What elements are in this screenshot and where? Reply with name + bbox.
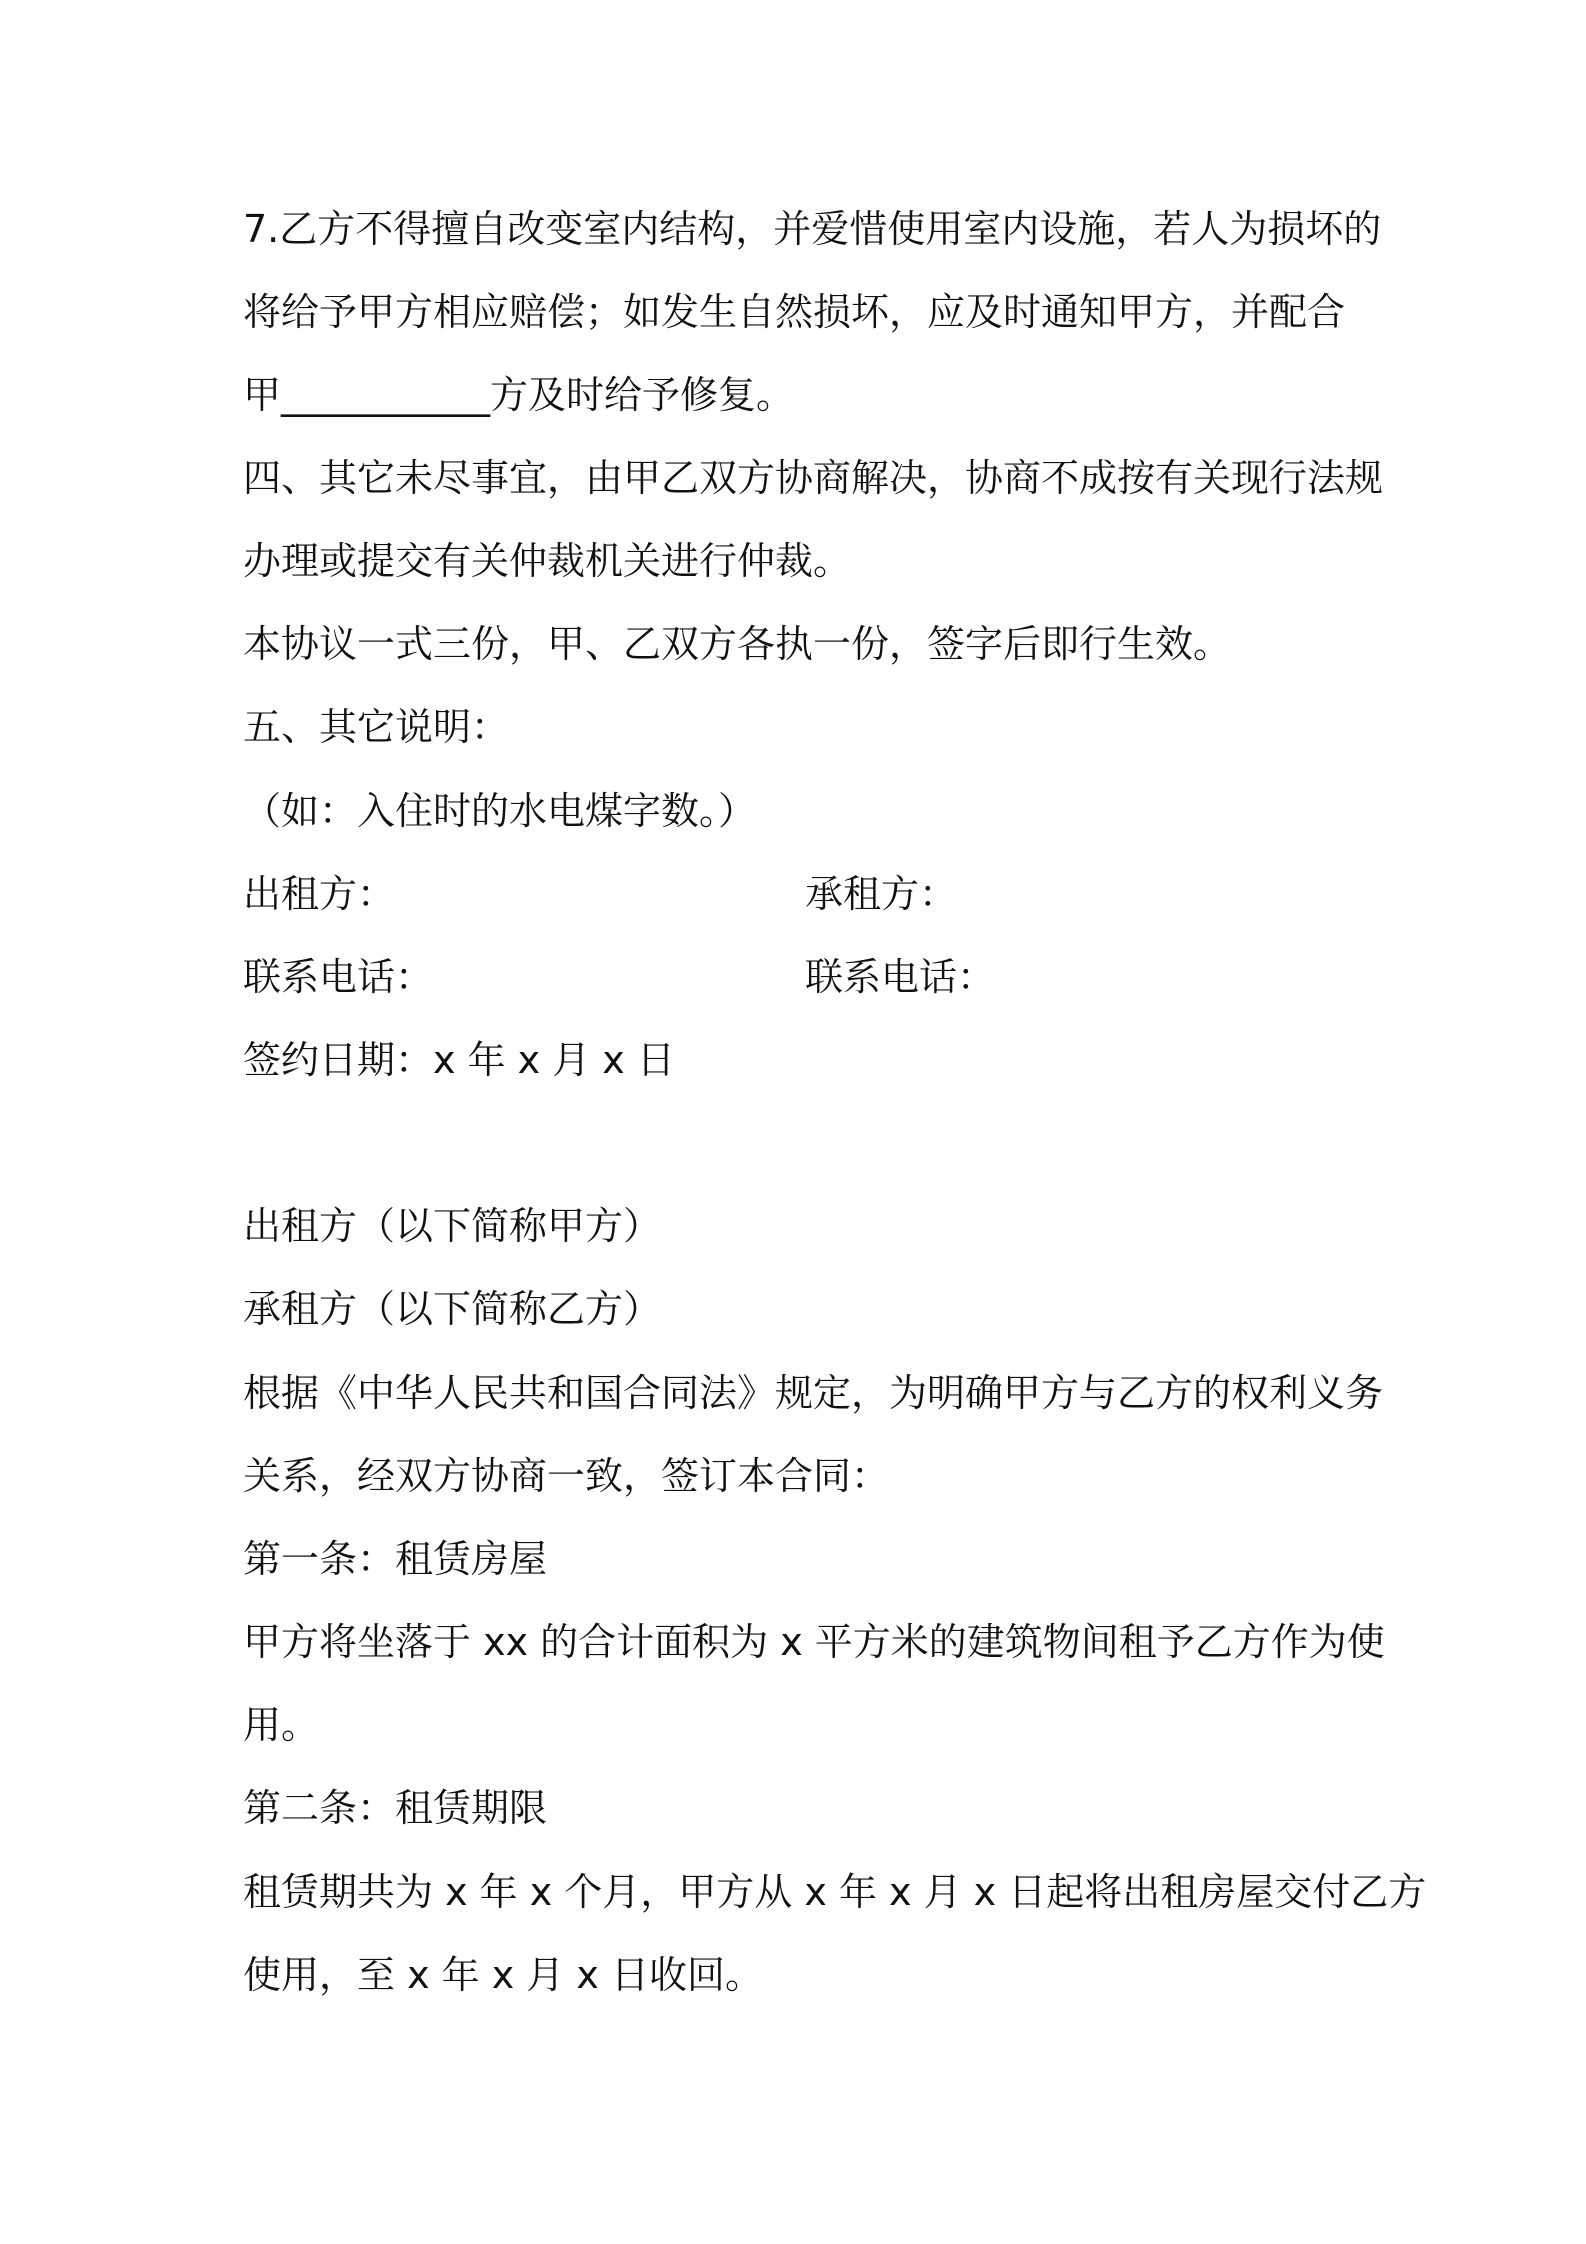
clause-7-line-2: 将给予甲方相应赔偿；如发生自然损坏，应及时通知甲方，并配合 [243, 290, 1346, 334]
contract-preamble-line-2: 关系，经双方协商一致，签订本合同： [243, 1454, 890, 1498]
section-5-heading: 五、其它说明： [243, 705, 510, 749]
contract-preamble-line-1: 根据《中华人民共和国合同法》规定，为明确甲方与乙方的权利义务 [243, 1371, 1384, 1415]
lessor-phone-label: 联系电话： [243, 955, 434, 999]
lessee-phone-label: 联系电话： [805, 955, 996, 999]
clause-7-line-3: 甲___________方及时给予修复。 [243, 373, 795, 417]
article-2-line-2: 使用，至 x 年 x 月 x 日收回。 [243, 1953, 763, 1997]
section-4-line-2: 办理或提交有关仲裁机关进行仲裁。 [243, 539, 852, 583]
contract-lessee-intro: 承租方（以下简称乙方） [243, 1287, 662, 1331]
lessee-label: 承租方： [805, 872, 958, 916]
signing-date: 签约日期：x 年 x 月 x 日 [243, 1038, 675, 1082]
clause-7-line-1: 7.乙方不得擅自改变室内结构，并爱惜使用室内设施，若人为损坏的 [243, 207, 1382, 251]
section-4-line-1: 四、其它未尽事宜，由甲乙双方协商解决，协商不成按有关现行法规 [243, 456, 1384, 500]
article-2-heading: 第二条：租赁期限 [243, 1786, 548, 1830]
section-5-note: （如：入住时的水电煤字数。） [243, 789, 757, 833]
contract-lessor-intro: 出租方（以下简称甲方） [243, 1204, 662, 1248]
article-1-line-1: 甲方将坐落于 xx 的合计面积为 x 平方米的建筑物间租予乙方作为使 [243, 1620, 1385, 1664]
article-1-line-2: 用。 [243, 1703, 320, 1747]
lessor-label: 出租方： [243, 872, 396, 916]
copies-statement: 本协议一式三份，甲、乙双方各执一份，签字后即行生效。 [243, 622, 1232, 666]
article-1-heading: 第一条：租赁房屋 [243, 1537, 548, 1581]
article-2-line-1: 租赁期共为 x 年 x 个月，甲方从 x 年 x 月 x 日起将出租房屋交付乙方 [243, 1870, 1427, 1914]
